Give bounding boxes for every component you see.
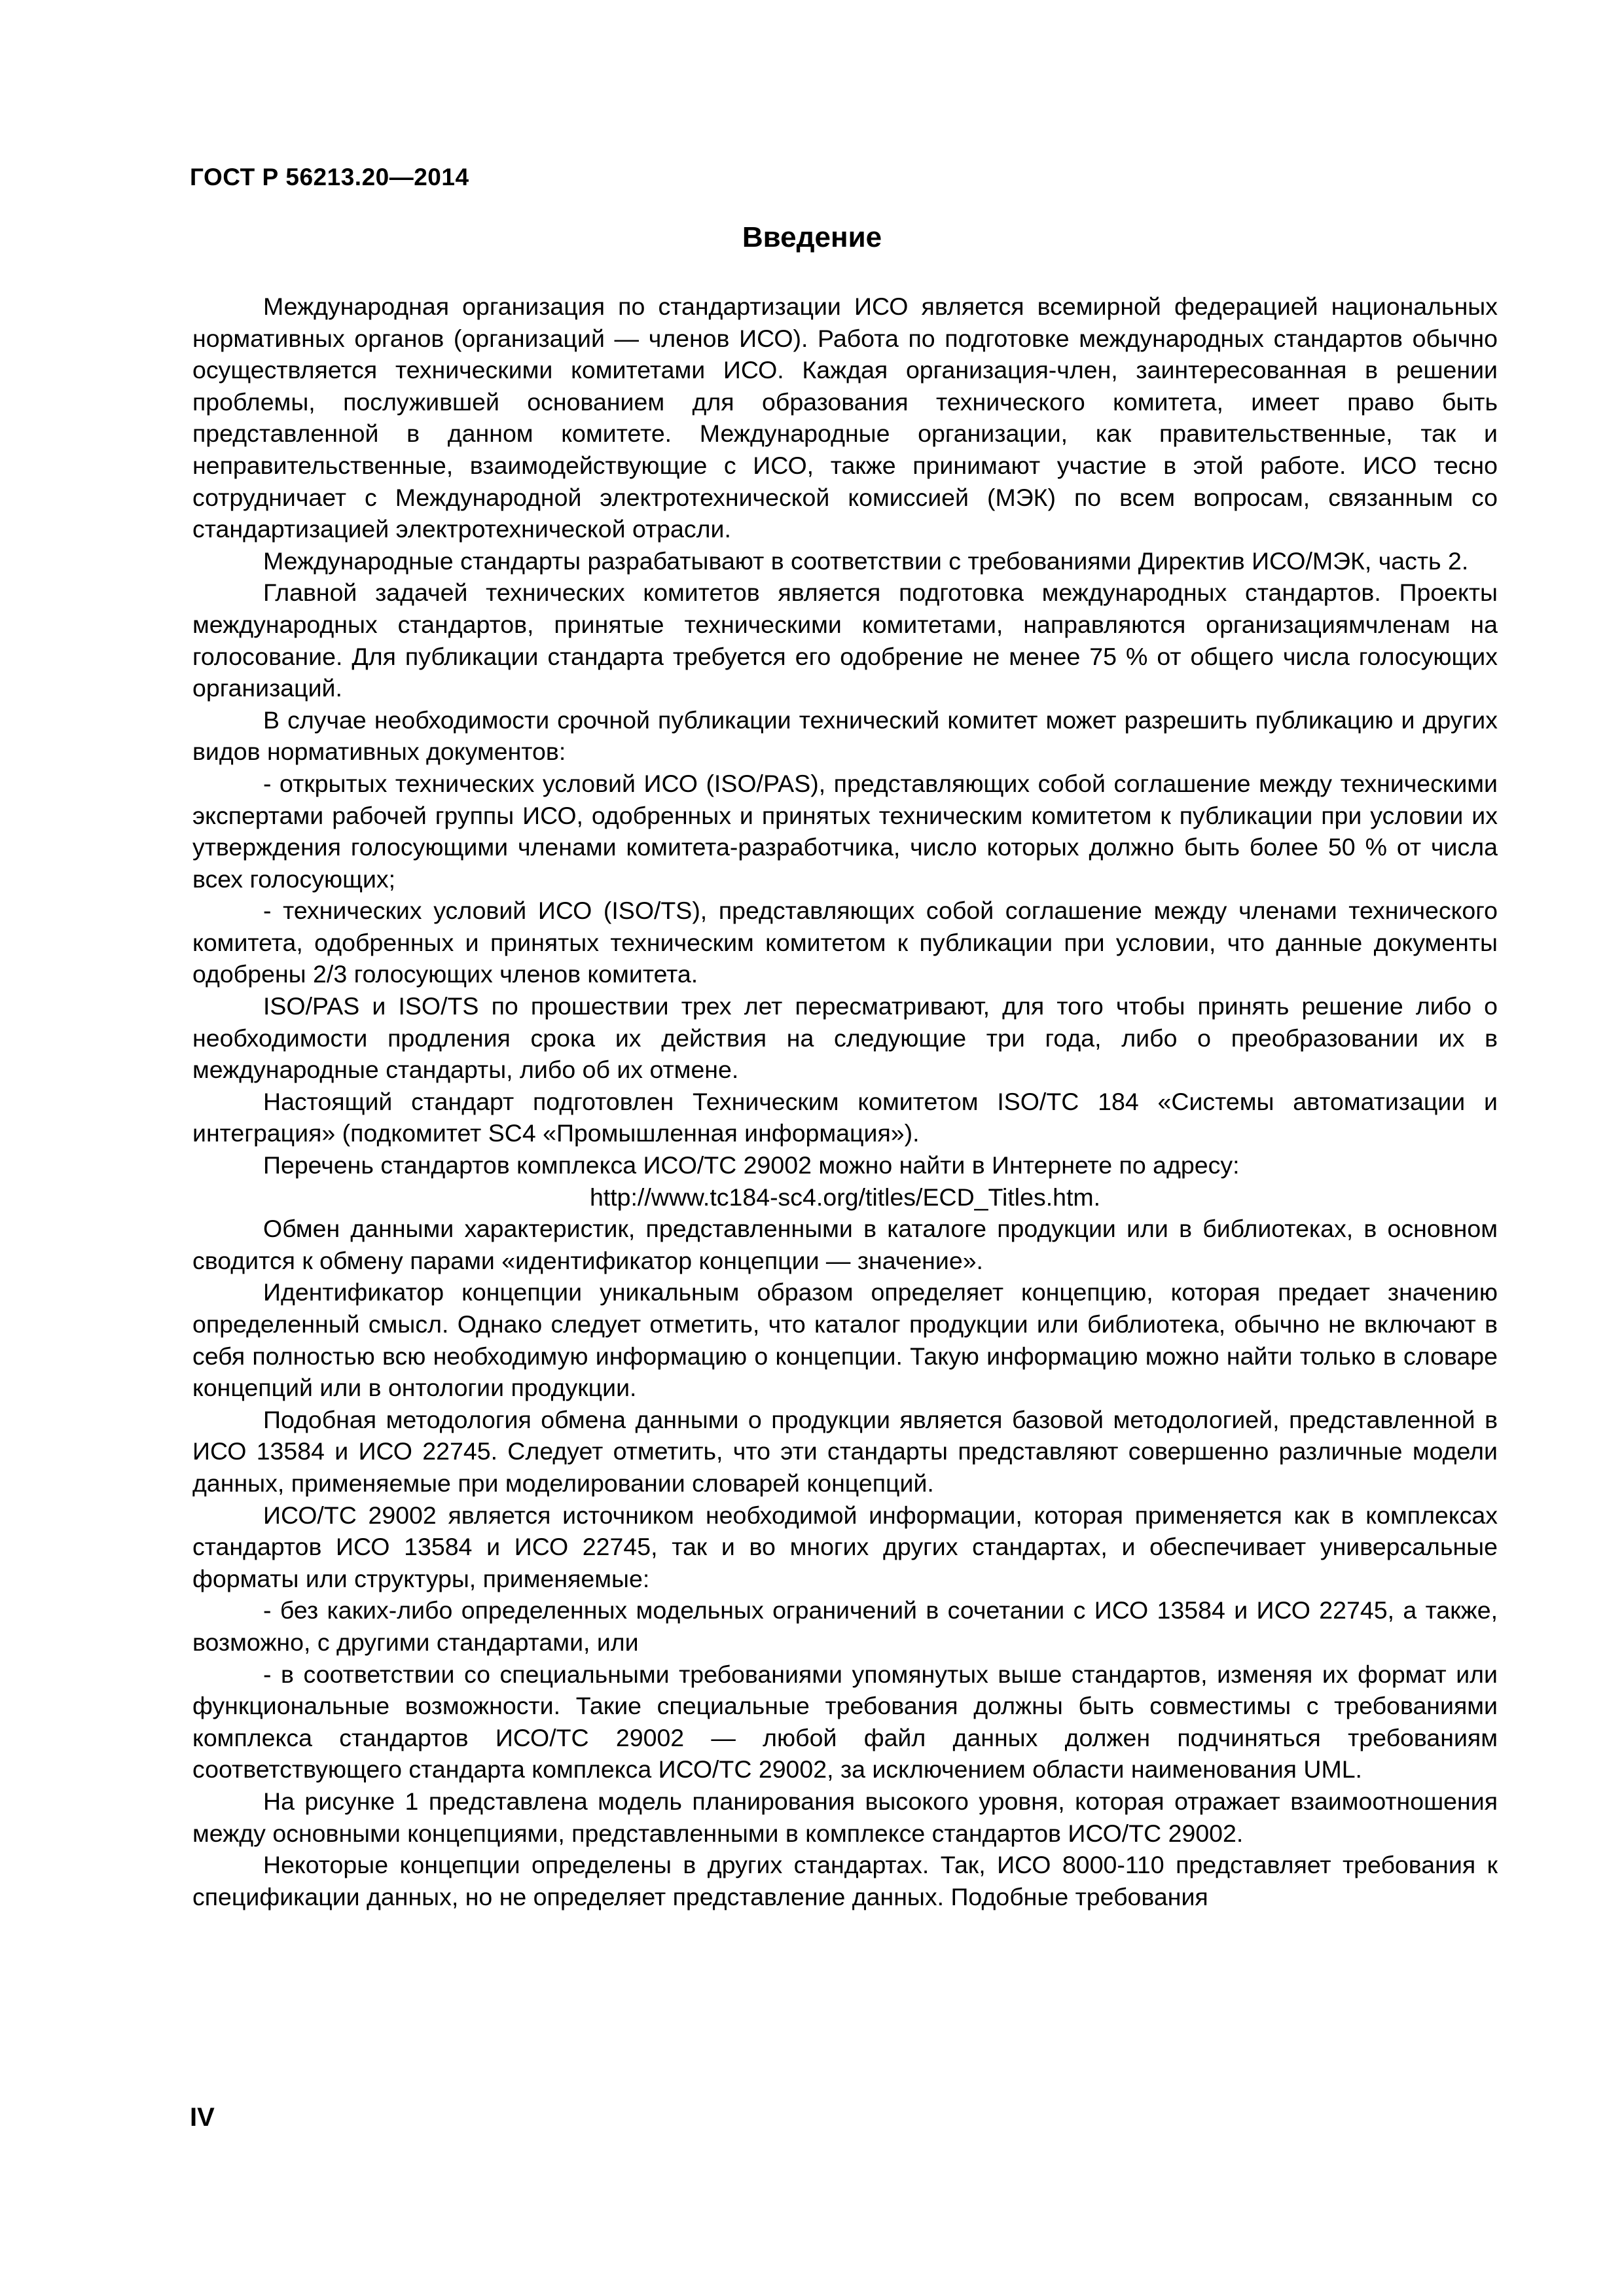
paragraph: Идентификатор концепции уникальным образом определяет концепцию, которая предает значению определенный смысл. Однако следует отметить, что каталог продукции или библиотека, обычно не включают в себя полностью всю необходимую информацию о концепции. Такую информацию можно найти только в словаре концепций или в онтологии продукции. — [192, 1278, 1498, 1402]
paragraph: ISO/PAS и ISO/TS по прошествии трех лет пересматривают, для того чтобы принять решение либо о необходимости продления срока их действия на следующие три года, либо о преобразовании их в международные стандарты, либо об их отмене. — [192, 992, 1498, 1084]
paragraph: В случае необходимости срочной публикации технический комитет может разрешить публикацию и других видов нормативных документов: — [192, 706, 1498, 766]
paragraph: Подобная методология обмена данными о продукции является базовой методологией, представленной в ИСО 13584 и ИСО 22745. Следует отметить, что эти стандарты представляют совершенно различные модели данных, применяемые при моделировании словарей концепций. — [192, 1405, 1498, 1497]
paragraph: Настоящий стандарт подготовлен Техническим комитетом ISO/TC 184 «Системы автоматизации и интеграция» (подкомитет SC4 «Промышленная информация»). — [192, 1087, 1498, 1147]
paragraph: ИСО/ТС 29002 является источником необходимой информации, которая применяется как в комплексах стандартов ИСО 13584 и ИСО 22745, так и во многих других стандартах, и обеспечивает универсальные форматы или структуры, применяемые: — [192, 1501, 1498, 1592]
list-item: - в соответствии со специальными требованиями упомянутых выше стандартов, изменяя их формат или функциональные возможности. Такие специальные требования должны быть совместимы с требованиями комплекса стандартов ИСО/ТС 29002 — любой файл данных должен подчиняться требованиям соответствующего стандарта комплекса ИСО/ТС 29002, за исключением области наименования UML. — [192, 1660, 1498, 1784]
paragraph: Международная организация по стандартизации ИСО является всемирной федерацией национальных нормативных органов (организаций — членов ИСО). Работа по подготовке международных стандартов обычно осуществляется техническими комитетами ИСО. Каждая организация-член, заинтересованная в решении проблемы, послужившей основанием для образования технического комитета, имеет право быть представленной в данном комитете. Международные организации, как правительственные, так и неправительственные, взаимодействующие с ИСО, также принимают участие в этой работе. ИСО тесно сотрудничает с Международной электротехнической комиссией (МЭК) по всем вопросам, связанным со стандартизацией электротехнической отрасли. — [192, 293, 1498, 543]
document-code: ГОСТ Р 56213.20—2014 — [190, 164, 469, 190]
section-title: Введение — [742, 221, 882, 253]
paragraph: Некоторые концепции определены в других стандартах. Так, ИСО 8000-110 представляет требования к спецификации данных, но не определяет представление данных. Подобные требования — [192, 1851, 1498, 1910]
body-text — [192, 291, 1498, 1912]
paragraph: Перечень стандартов комплекса ИСО/ТС 29002 можно найти в Интернете по адресу: — [263, 1151, 1240, 1179]
list-item: - без каких-либо определенных модельных ограничений в сочетании с ИСО 13584 и ИСО 22745, а также, возможно, с другими стандартами, или — [192, 1596, 1498, 1656]
page-number: IV — [190, 2103, 215, 2132]
paragraph: Международные стандарты разрабатывают в соответствии с требованиями Директив ИСО/МЭК, часть 2. — [263, 547, 1469, 575]
paragraph: На рисунке 1 представлена модель планирования высокого уровня, которая отражает взаимоотношения между основными концепциями, представленными в комплексе стандартов ИСО/ТС 29002. — [192, 1787, 1498, 1847]
list-item: - технических условий ИСО (ISO/TS), представляющих собой соглашение между членами технического комитета, одобренных и принятых техническим комитетом к публикации при условии, что данные документы одобрены 2/3 голосующих членов комитета. — [192, 897, 1498, 988]
paragraph: Обмен данными характеристик, представленными в каталоге продукции или в библиотеках, в основном сводится к обмену парами «идентификатор концепции — значение». — [192, 1215, 1498, 1274]
list-item: - открытых технических условий ИСО (ISO/PAS), представляющих собой соглашение между техническими экспертами рабочей группы ИСО, одобренных и принятых техническим комитетом к публикации при условии их утверждения голосующими членами комитета-разработчика, число которых должно быть более 50 % от числа всех голосующих; — [192, 769, 1498, 893]
url-line: http://www.tc184-sc4.org/titles/ECD_Titles.htm. — [589, 1183, 1101, 1211]
paragraph: Главной задачей технических комитетов является подготовка международных стандартов. Проекты международных стандартов, принятые техническими комитетами, направляются организациямчленам на голосование. Для публикации стандарта требуется его одобрение не менее 75 % от общего числа голосующих организаций. — [192, 579, 1498, 702]
